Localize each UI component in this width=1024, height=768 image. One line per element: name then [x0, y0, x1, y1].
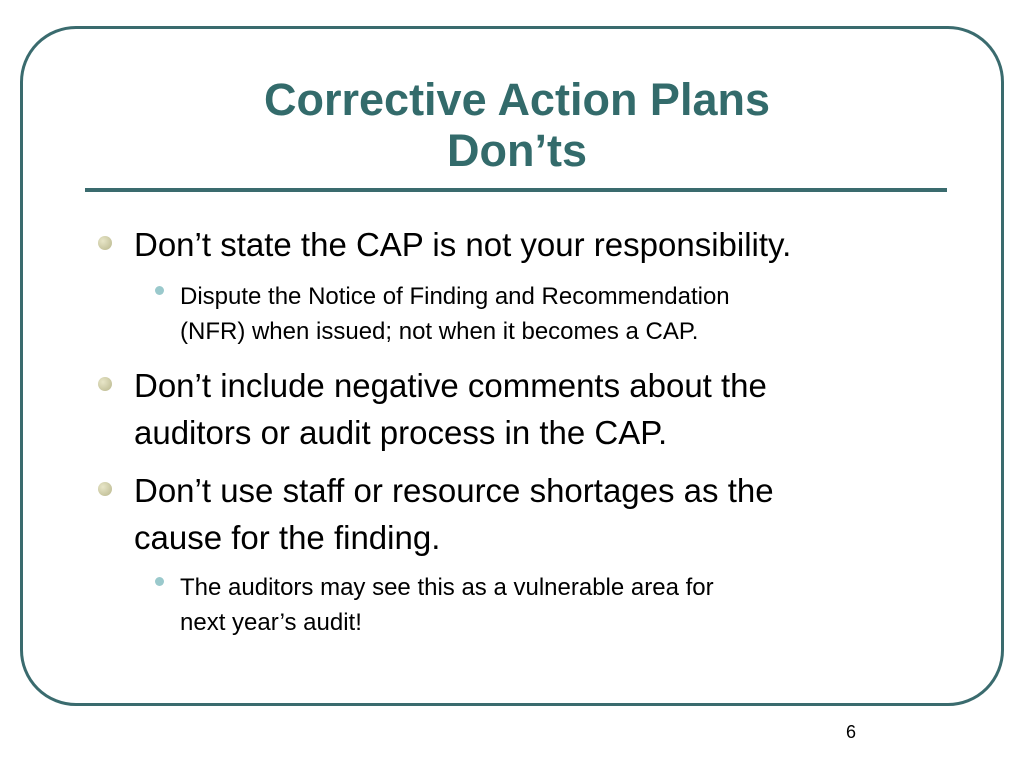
sub-bullet-text-line: next year’s audit!: [180, 609, 362, 636]
bullet-item: [134, 362, 767, 456]
page-number: 6: [846, 722, 857, 742]
bullet-dot-icon: [98, 482, 112, 496]
sub-bullet-item: [180, 570, 714, 640]
sub-bullet-text-line: Dispute the Notice of Finding and Recommendation: [180, 283, 730, 310]
sub-bullet-text-line: (NFR) when issued; not when it becomes a CAP.: [180, 318, 699, 345]
bullet-item: [134, 221, 791, 268]
bullet-dot-icon: [98, 377, 112, 391]
sub-bullet-dot-icon: [155, 577, 164, 586]
title-line-2: Don’ts: [447, 125, 587, 176]
sub-bullet-item: [180, 279, 730, 349]
bullet-text-line: Don’t include negative comments about the: [134, 367, 767, 404]
bullet-dot-icon: [98, 236, 112, 250]
bullet-text-line: auditors or audit process in the CAP.: [134, 414, 668, 451]
sub-bullet-text-line: The auditors may see this as a vulnerable area for: [180, 574, 714, 601]
sub-bullet-dot-icon: [155, 286, 164, 295]
bullet-text-line: cause for the finding.: [134, 519, 441, 556]
bullet-text-line: Don’t use staff or resource shortages as the: [134, 472, 774, 509]
bullet-text-line: Don’t state the CAP is not your responsibility.: [134, 226, 792, 263]
title-line-1: Corrective Action Plans: [264, 74, 770, 125]
bullet-item: [134, 467, 774, 561]
